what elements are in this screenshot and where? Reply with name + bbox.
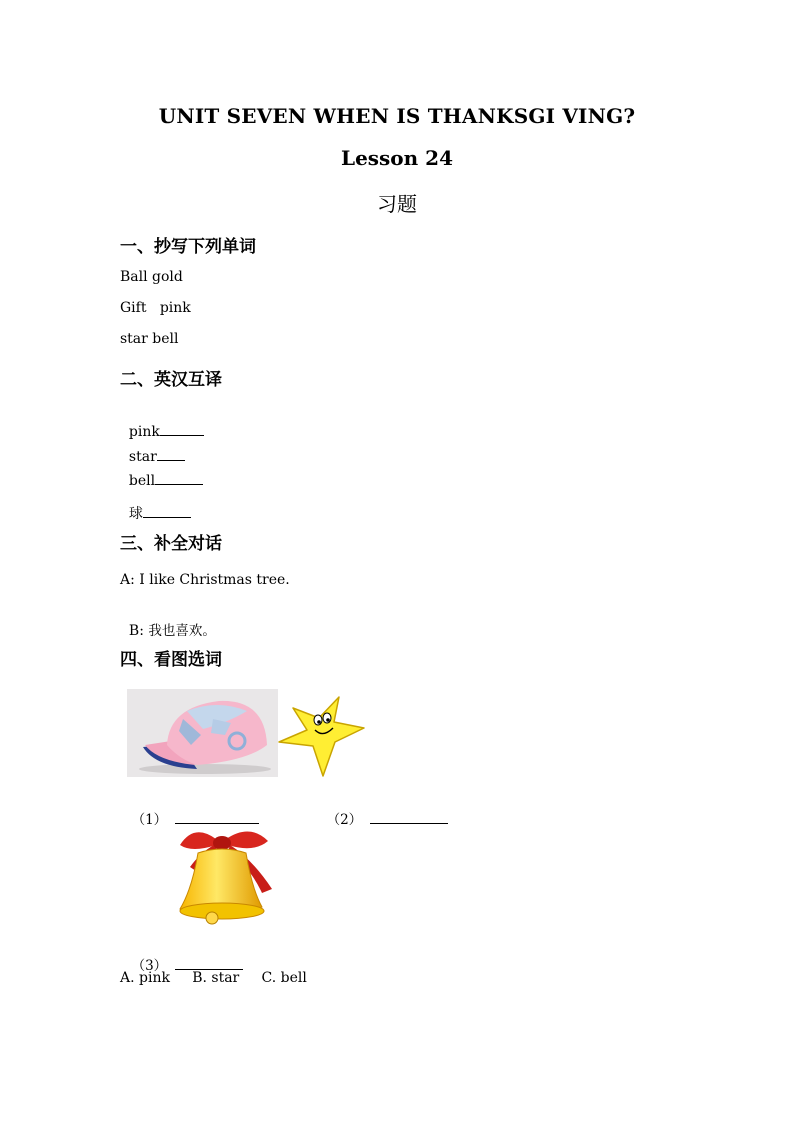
answer-options: A. pink B. star C. bell <box>120 970 307 986</box>
section4-heading: 四、看图选词 <box>120 650 222 670</box>
section1-line: Ball gold <box>120 269 183 285</box>
picture-label-2: （2） <box>318 792 448 828</box>
answer-blank[interactable] <box>143 505 191 518</box>
section2-heading: 二、英汉互译 <box>120 370 222 390</box>
translation-word: pink <box>128 424 160 440</box>
worksheet-title: UNIT SEVEN WHEN IS THANKSGI VING? <box>158 104 636 128</box>
translation-item <box>120 487 191 523</box>
answer-blank[interactable] <box>175 957 243 970</box>
exercise-subtitle: 习题 <box>377 192 417 216</box>
dialogue-line-b: B: 我也喜欢。 <box>128 623 216 639</box>
lesson-title: Lesson 24 <box>341 146 453 170</box>
translation-word: star <box>128 449 157 465</box>
translation-item <box>120 456 203 489</box>
picture-label-3: （3） <box>123 938 243 974</box>
star-picture <box>277 694 367 778</box>
translation-word: 球 <box>128 506 143 522</box>
section1-heading: 一、抄写下列单词 <box>120 237 256 257</box>
section1-line: star bell <box>120 331 179 347</box>
translation-word: bell <box>128 473 156 489</box>
bell-picture <box>172 823 280 927</box>
dialogue-line-a: A: I like Christmas tree. <box>120 572 290 588</box>
cap-picture <box>127 689 278 777</box>
picture-label-1: （1） <box>123 792 259 828</box>
section3-heading: 三、补全对话 <box>120 534 222 554</box>
answer-blank[interactable] <box>155 472 203 485</box>
answer-blank[interactable] <box>370 811 448 824</box>
section1-line: Gift pink <box>120 300 191 316</box>
